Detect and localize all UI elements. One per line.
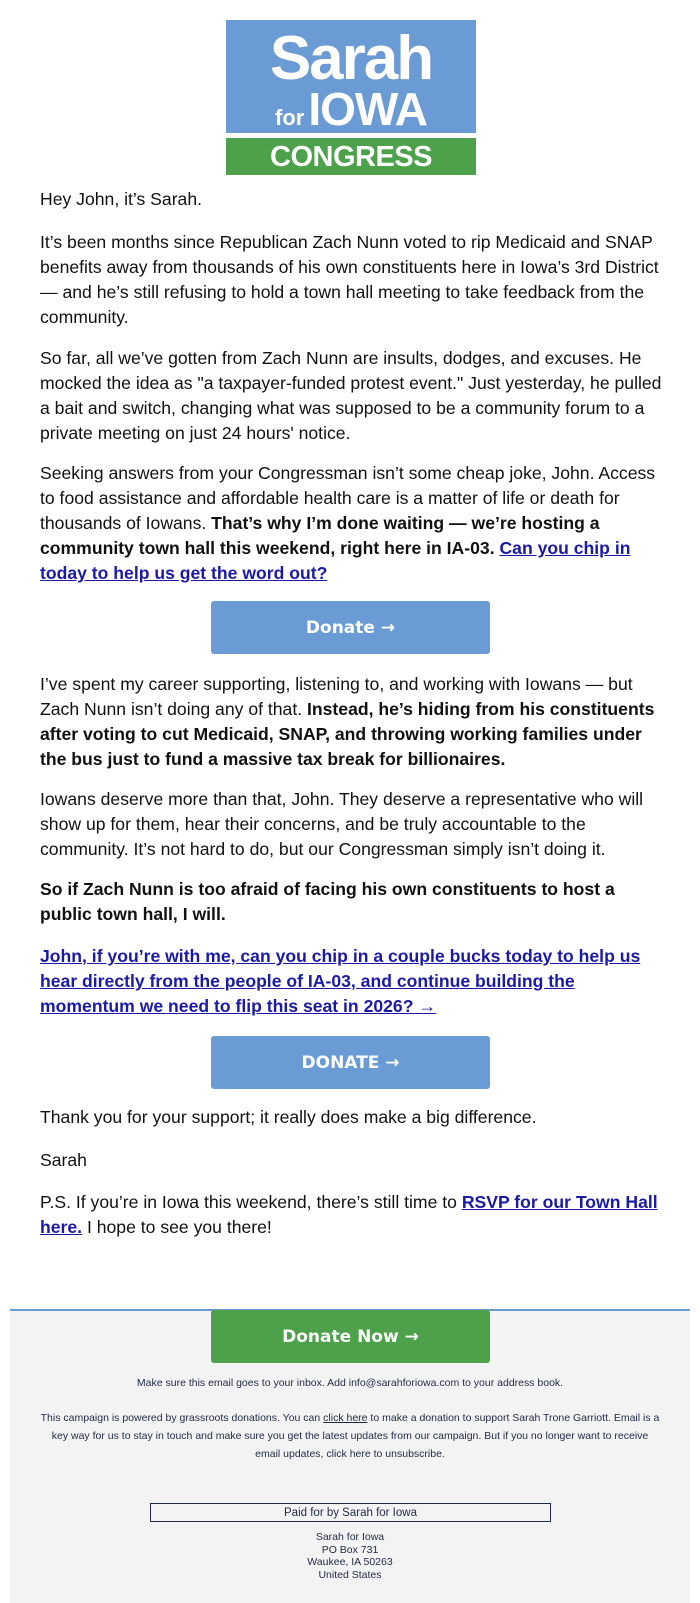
signoff: Sarah <box>40 1150 87 1170</box>
ps-text: P.S. If you’re in Iowa this weekend, there’s still time to <box>40 1192 462 1212</box>
paragraph-7 <box>40 944 665 1019</box>
paragraph-3-bold: That’s why I’m done waiting — we’re hosting a community town hall this weekend, right here in IA-03. <box>40 513 600 558</box>
donate-button[interactable]: Donate → <box>211 601 490 654</box>
postscript <box>40 1190 665 1240</box>
rsvp-link[interactable]: RSVP for our Town Hall here. <box>40 1192 658 1237</box>
thank-you: Thank you for your support; it really does make a big difference. <box>40 1107 537 1127</box>
address-line: PO Box 731 <box>321 1543 379 1556</box>
paid-for-disclaimer: Paid for by Sarah for Iowa <box>150 1503 551 1522</box>
powered-text-b: to make a donation to support Sarah Trone Garriott. Email is a key way for us to stay in touch and make sure you get the latest updates from our campaign. But if you no longer want to receive email updates, click here to unsubscribe. <box>51 1412 660 1460</box>
logo-iowa: IOWA <box>308 83 427 135</box>
address-line: Sarah for Iowa <box>315 1531 385 1543</box>
paragraph-3-text: Seeking answers from your Congressman isn’t some cheap joke, John. Access to food assistance and affordable health care is a matter of life or death for thousands of Iowans. <box>40 463 656 533</box>
powered-by-note <box>40 1409 660 1463</box>
address-line: Waukee, IA 50263 <box>307 1556 393 1568</box>
campaign-logo <box>226 20 476 175</box>
paragraph-5: Iowans deserve more than that, John. They deserve a representative who will show up for them, hear their concerns, and be truly accountable to the community. It’s not hard to do, but our Congressman simply isn’t doing it. <box>40 789 644 859</box>
logo-name: Sarah <box>269 24 433 93</box>
chip-in-couple-bucks-link[interactable]: John, if you’re with me, can you chip in a couple bucks today to help us hear directly from the people of IA-03, and continue building the momentum we need to flip this seat in 2026? → <box>40 946 641 1016</box>
logo-for-iowa <box>226 84 476 146</box>
logo-congress-bar: CONGRESS <box>226 138 476 175</box>
mailing-address <box>40 1531 660 1581</box>
inbox-note: Make sure this email goes to your inbox. Add info@sarahforiowa.com to your address book. <box>136 1377 564 1389</box>
paragraph-3 <box>40 461 665 586</box>
paragraph-6 <box>40 877 665 927</box>
chip-in-link[interactable]: Can you chip in today to help us get the word out? <box>40 538 631 583</box>
click-here-link[interactable]: click here <box>323 1412 368 1424</box>
donate-now-button[interactable]: Donate Now → <box>211 1310 490 1363</box>
powered-text-a: This campaign is powered by grassroots donations. You can <box>40 1412 324 1424</box>
greeting: Hey John, it’s Sarah. <box>40 189 203 209</box>
paragraph-2: So far, all we’ve gotten from Zach Nunn are insults, dodges, and excuses. He mocked the idea as "a taxpayer-funded protest event." Just yesterday, he pulled a bait and switch, changing what was supposed to be a community forum to a private meeting on just 24 hours' notice. <box>40 348 662 443</box>
logo-for: for <box>275 105 305 130</box>
ps-end: I hope to see you there! <box>82 1217 272 1237</box>
paragraph-4-text: I’ve spent my career supporting, listening to, and working with Iowans — but Zach Nunn isn’t doing any of that. <box>40 674 633 719</box>
paragraph-4 <box>40 672 665 772</box>
paragraph-6-bold: So if Zach Nunn is too afraid of facing his own constituents to host a public town hall, I will. <box>40 879 615 924</box>
paragraph-4-bold: Instead, he’s hiding from his constituents after voting to cut Medicaid, SNAP, and throwing working families under the bus just to fund a massive tax break for billionaires. <box>40 699 655 769</box>
paragraph-1: It’s been months since Republican Zach Nunn voted to rip Medicaid and SNAP benefits away from thousands of his own constituents here in Iowa’s 3rd District — and he’s still refusing to hold a town hall meeting to take feedback from the community. <box>40 232 659 327</box>
address-line: United States <box>318 1568 382 1581</box>
donate-button-caps[interactable]: DONATE → <box>211 1036 490 1089</box>
